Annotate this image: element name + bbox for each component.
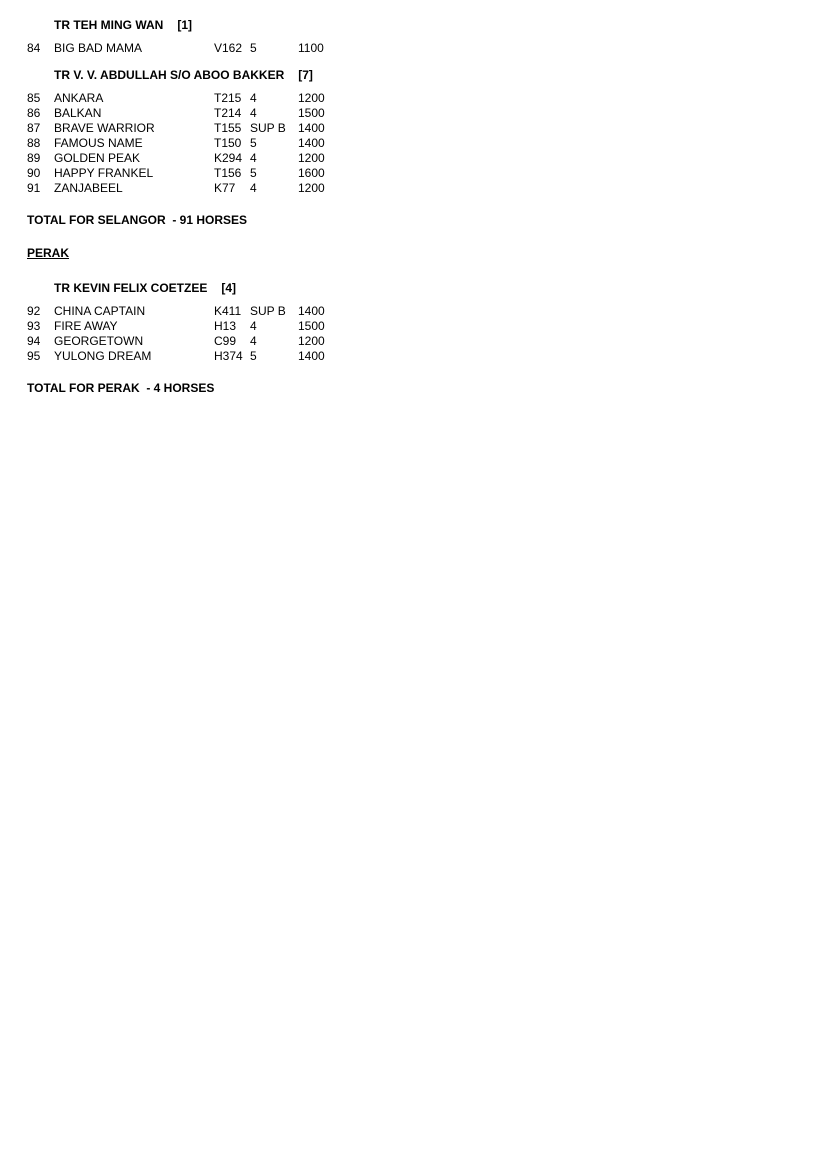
horse-class: 4	[250, 319, 257, 333]
horse-number: 91	[27, 181, 41, 195]
horse-code: K77	[214, 181, 236, 195]
horse-class: 4	[250, 334, 257, 348]
horse-class: 4	[250, 151, 257, 165]
horse-entry	[0, 334, 360, 349]
horse-entry	[0, 121, 360, 136]
horse-code: C99	[214, 334, 237, 348]
horse-number: 95	[27, 349, 41, 363]
trainer-horse-count: [1]	[177, 18, 192, 32]
horse-code: T215	[214, 91, 242, 105]
horse-name: GEORGETOWN	[54, 334, 144, 348]
horse-distance: 1500	[298, 319, 325, 333]
horse-entry	[0, 304, 360, 319]
horse-number: 90	[27, 166, 41, 180]
horse-name: ZANJABEEL	[54, 181, 123, 195]
horse-code: T150	[214, 136, 242, 150]
horse-entry	[0, 136, 360, 151]
horse-distance: 1400	[298, 121, 325, 135]
horse-code: T155	[214, 121, 242, 135]
horse-class: 4	[250, 181, 257, 195]
horse-distance: 1400	[298, 304, 325, 318]
horse-code: T156	[214, 166, 242, 180]
horse-number: 86	[27, 106, 41, 120]
horse-entry	[0, 181, 360, 196]
horse-name: HAPPY FRANKEL	[54, 166, 154, 180]
horse-number: 88	[27, 136, 41, 150]
horse-class: 5	[250, 136, 257, 150]
horse-distance: 1400	[298, 349, 325, 363]
horse-class: 5	[250, 41, 257, 55]
horse-distance: 1200	[298, 151, 325, 165]
horse-name: CHINA CAPTAIN	[54, 304, 146, 318]
horse-number: 93	[27, 319, 41, 333]
horse-name: GOLDEN PEAK	[54, 151, 141, 165]
horse-name: YULONG DREAM	[54, 349, 152, 363]
horse-entry	[0, 91, 360, 106]
horse-number: 92	[27, 304, 41, 318]
horse-name: ANKARA	[54, 91, 104, 105]
horse-class: 5	[250, 349, 257, 363]
horse-distance: 1200	[298, 91, 325, 105]
trainer-horse-count: [7]	[298, 68, 313, 82]
horse-number: 84	[27, 41, 41, 55]
state-heading-perak: PERAK	[27, 246, 70, 260]
horse-number: 89	[27, 151, 41, 165]
horse-code: H13	[214, 319, 237, 333]
horse-code: T214	[214, 106, 242, 120]
horse-entry	[0, 41, 360, 56]
horse-entry	[0, 106, 360, 121]
perak-total: TOTAL FOR PERAK - 4 HORSES	[27, 381, 215, 395]
horse-distance: 1100	[298, 41, 324, 55]
horse-entry	[0, 319, 360, 334]
horse-class: SUP B	[250, 121, 286, 135]
horse-distance: 1600	[298, 166, 325, 180]
horse-entry	[0, 166, 360, 181]
trainer-name: TR KEVIN FELIX COETZEE	[54, 281, 208, 295]
horse-name: BALKAN	[54, 106, 102, 120]
horse-class: 4	[250, 106, 257, 120]
trainer-name: TR TEH MING WAN	[54, 18, 164, 32]
horse-name: BRAVE WARRIOR	[54, 121, 155, 135]
horse-number: 85	[27, 91, 41, 105]
horse-code: K411	[214, 304, 242, 318]
horse-name: BIG BAD MAMA	[54, 41, 143, 55]
horse-distance: 1500	[298, 106, 325, 120]
horse-code: K294	[214, 151, 243, 165]
horse-class: SUP B	[250, 304, 286, 318]
horse-code: V162	[214, 41, 243, 55]
horse-number: 94	[27, 334, 41, 348]
trainer-name: TR V. V. ABDULLAH S/O ABOO BAKKER	[54, 68, 285, 82]
horse-distance: 1200	[298, 334, 325, 348]
trainer-heading	[54, 68, 313, 83]
horse-class: 4	[250, 91, 257, 105]
horse-distance: 1200	[298, 181, 325, 195]
trainer-heading	[54, 281, 236, 296]
horse-name: FIRE AWAY	[54, 319, 118, 333]
horse-entry	[0, 151, 360, 166]
horse-class: 5	[250, 166, 257, 180]
horse-number: 87	[27, 121, 41, 135]
trainer-heading	[54, 18, 192, 33]
horse-name: FAMOUS NAME	[54, 136, 143, 150]
horse-entry	[0, 349, 360, 364]
selangor-total: TOTAL FOR SELANGOR - 91 HORSES	[27, 213, 248, 227]
trainer-horse-count: [4]	[221, 281, 237, 295]
horse-code: H374	[214, 349, 243, 363]
horse-distance: 1400	[298, 136, 325, 150]
